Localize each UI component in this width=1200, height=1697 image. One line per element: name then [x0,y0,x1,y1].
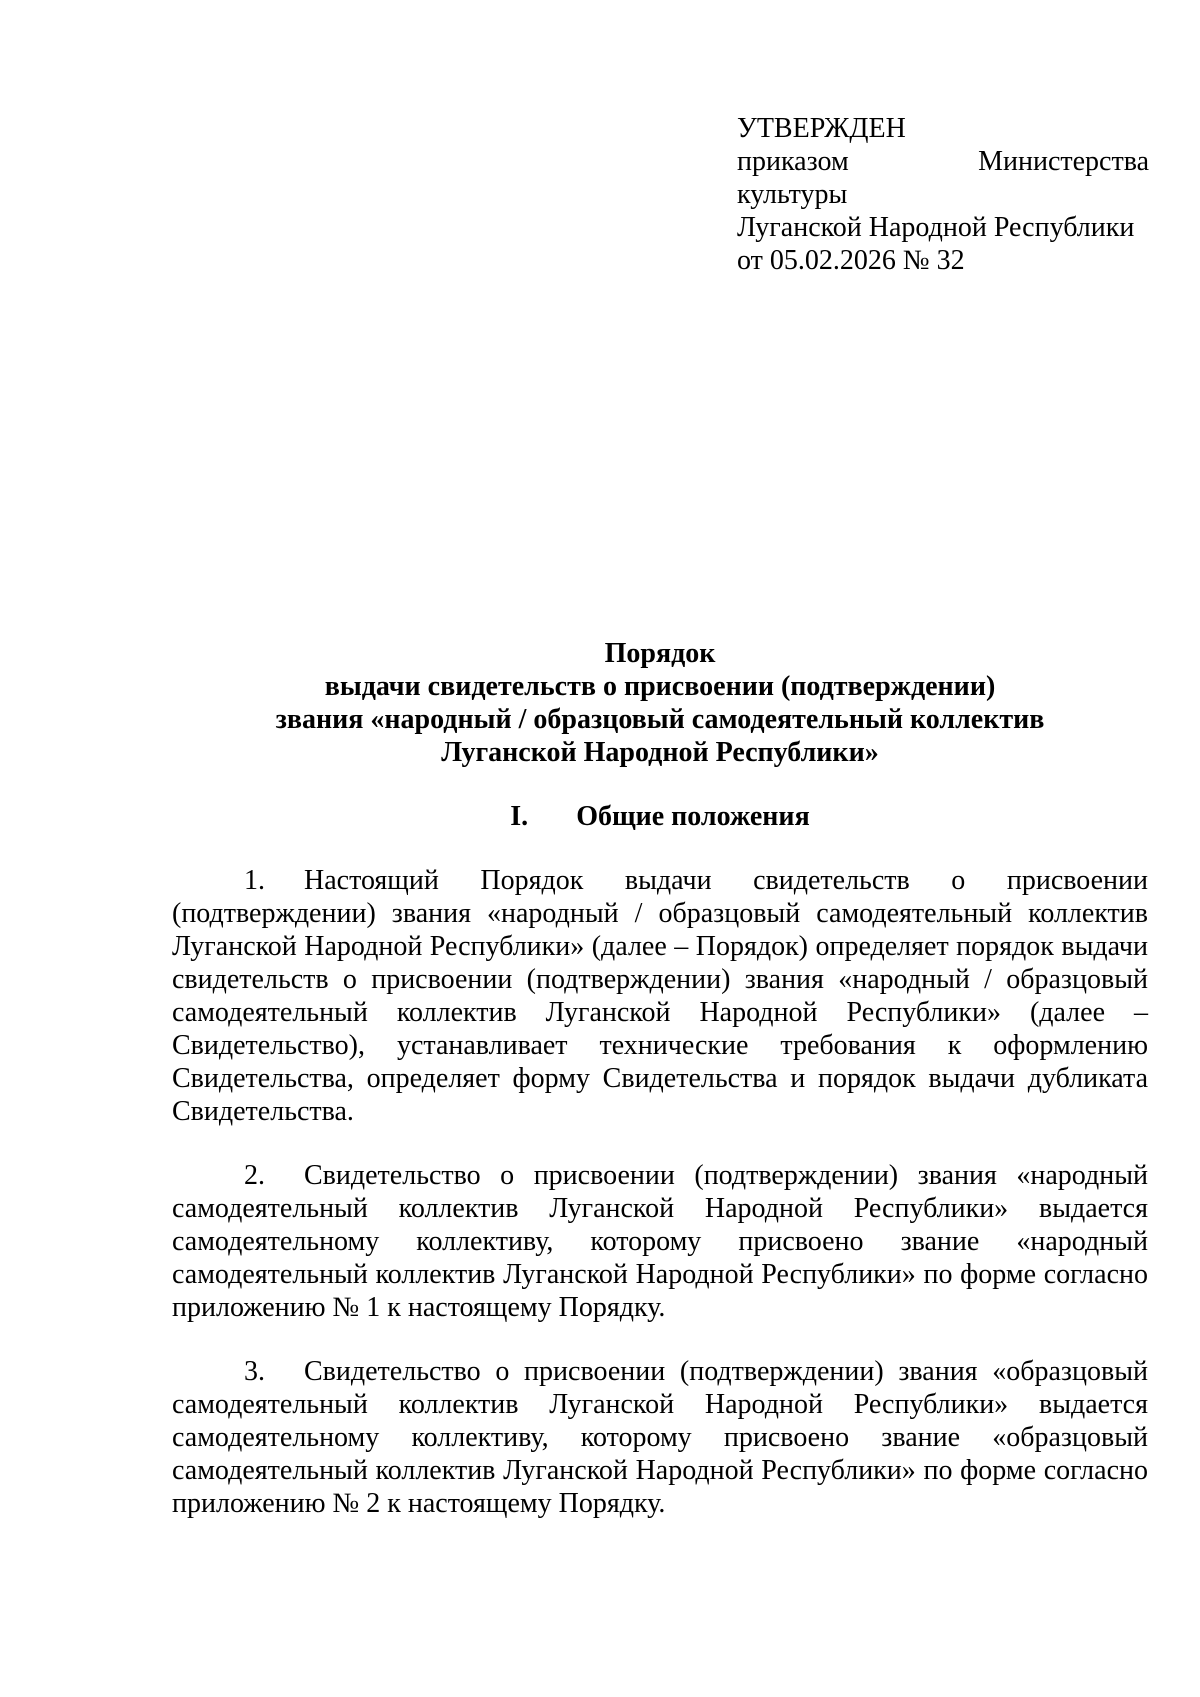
paragraph-text: Свидетельство о присвоении (подтверждении) звания «образцовый самодеятельный коллектив Луганской Народной Республики» выдается самодеятельному коллективу, которому присвоено звание «образцовый самодеятельный коллектив Луганской Народной Республики» по форме согласно приложению № 2 к настоящему Порядку. [172,1356,1148,1519]
approval-status: УТВЕРЖДЕН [737,113,906,144]
paragraph-2 [172,1159,1148,1324]
paragraph-number: 1. [244,865,265,896]
paragraph-1 [172,864,1148,1128]
title-line-2: выдачи свидетельств о присвоении (подтверждении) [324,671,996,702]
section-heading [172,800,1148,833]
approval-order-line [737,145,1149,178]
section-title: Общие положения [576,801,810,832]
title-line-1: Порядок [604,638,716,669]
paragraph-number: 2. [244,1160,265,1191]
paragraph-3 [172,1355,1148,1520]
title-line-4: Луганской Народной Республики» [441,737,879,768]
approval-order-word: приказом [737,146,849,177]
paragraph-number: 3. [244,1356,265,1387]
title-line-3: звания «народный / образцовый самодеятельный коллектив [275,704,1045,735]
approval-ministry-word: Министерства [978,146,1149,177]
paragraph-text: Настоящий Порядок выдачи свидетельств о присвоении (подтверждении) звания «народный / образцовый самодеятельный коллектив Луганской Народной Республики» (далее – Порядок) определяет порядок выдачи свидетельств о присвоении (подтверждении) звания «народный / образцовый самодеятельный коллектив Луганской Народной Республики» (далее – Свидетельство), устанавливает технические требования к оформлению Свидетельства, определяет форму Свидетельства и порядок выдачи дубликата Свидетельства. [172,865,1148,1127]
approval-republic-line: Луганской Народной Республики [737,212,1135,243]
approval-culture-line: культуры [737,179,848,210]
section-number: I. [510,801,529,832]
approval-stamp [737,112,1149,277]
paragraph-text: Свидетельство о присвоении (подтверждении) звания «народный самодеятельный коллектив Луганской Народной Республики» выдается самодеятельному коллективу, которому присвоено звание «народный самодеятельный коллектив Луганской Народной Республики» по форме согласно приложению № 1 к настоящему Порядку. [172,1160,1148,1323]
approval-date-number: от 05.02.2026 № 32 [737,245,965,276]
document-title [172,637,1148,769]
